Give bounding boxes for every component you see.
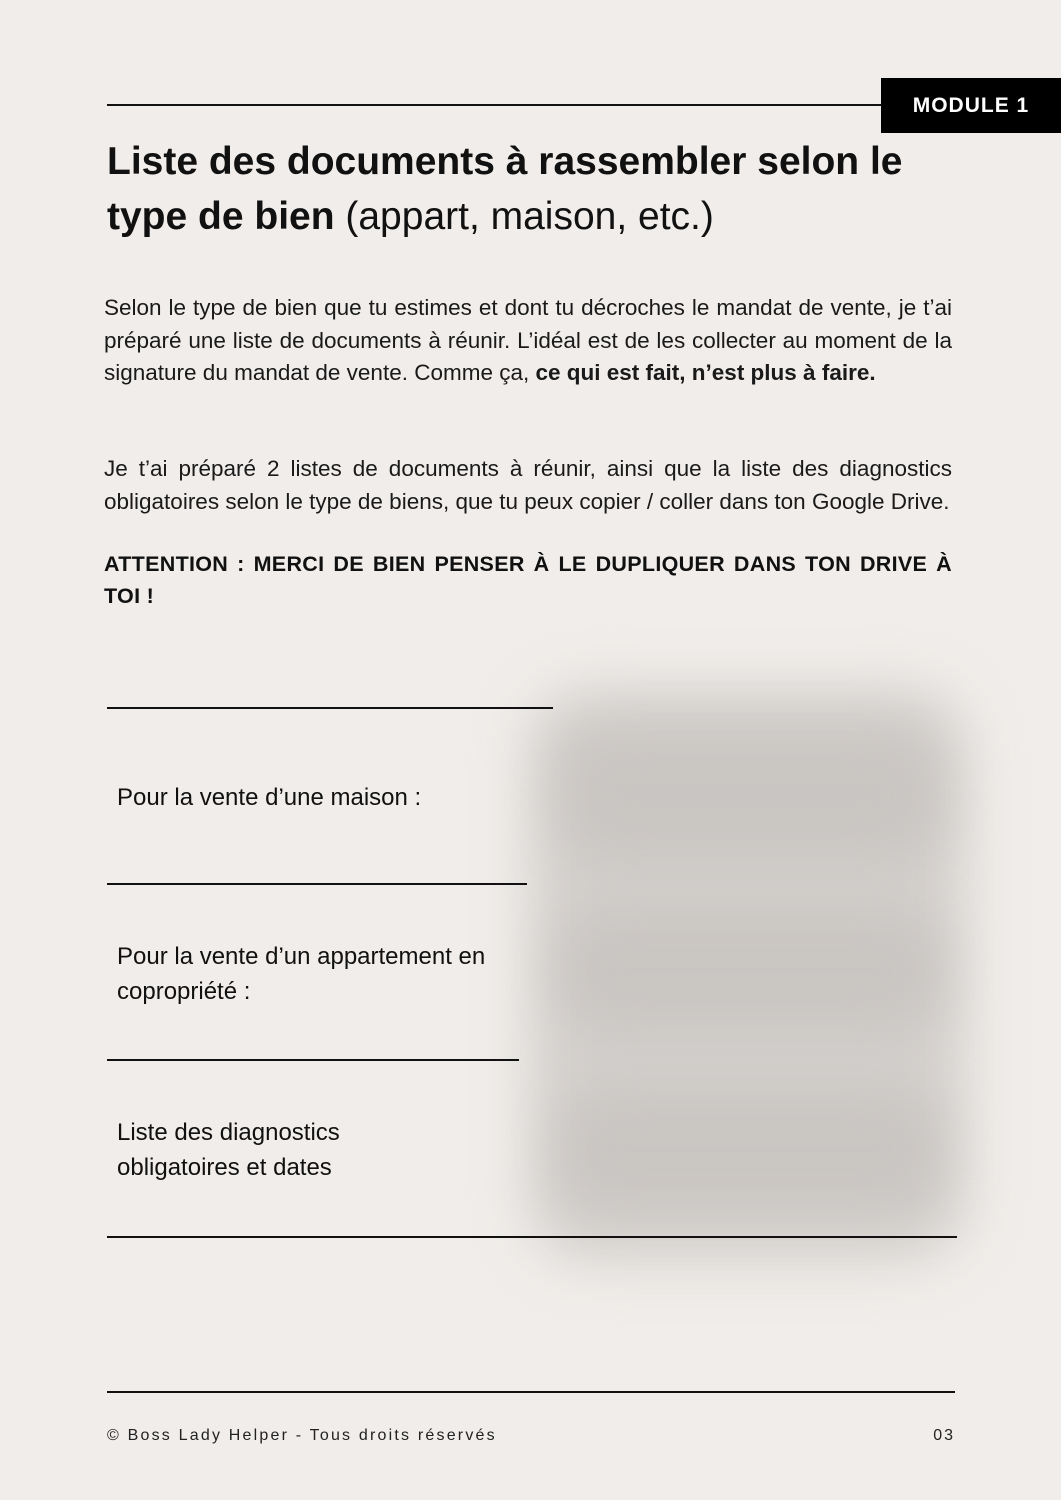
row-label-appartement: Pour la vente d’un appartement en copropriété : bbox=[117, 943, 486, 1005]
row-divider bbox=[107, 1236, 957, 1238]
row-label-maison: Pour la vente d’une maison : bbox=[117, 784, 422, 811]
module-badge: MODULE 1 bbox=[881, 78, 1061, 133]
footer-copyright: © Boss Lady Helper - Tous droits réservés bbox=[107, 1427, 497, 1444]
intro-bold: ce qui est fait, n’est plus à faire. bbox=[535, 360, 876, 385]
row-divider bbox=[107, 883, 527, 885]
page-title bbox=[107, 134, 967, 244]
top-divider bbox=[107, 104, 882, 106]
lists-paragraph: Je t’ai préparé 2 listes de documents à réunir, ainsi que la liste des diagnostics obligatoires selon le type de biens, que tu peux copier / coller dans ton Google Drive. bbox=[104, 456, 952, 514]
blurred-content-1 bbox=[560, 730, 940, 860]
row-divider bbox=[107, 1059, 519, 1061]
page-number: 03 bbox=[933, 1427, 955, 1444]
intro-paragraph bbox=[104, 292, 952, 390]
footer-divider bbox=[107, 1391, 955, 1393]
row-label-diagnostics: Liste des diagnostics obligatoires et dates bbox=[117, 1119, 340, 1181]
title-strong: Liste des documents à rassembler selon le type de bien bbox=[107, 140, 903, 238]
row-divider bbox=[107, 707, 553, 709]
intro-text: Selon le type de bien que tu estimes et dont tu décroches le mandat de vente, je t’ai préparé une liste de documents à réunir. L’idéal est de les collecter au moment de la signature du mandat de vente. Comme ça, bbox=[104, 295, 952, 385]
title-light: (appart, maison, etc.) bbox=[334, 195, 714, 238]
attention-note: ATTENTION : MERCI DE BIEN PENSER À LE DUPLIQUER DANS TON DRIVE À TOI ! bbox=[104, 552, 952, 608]
blurred-content-3 bbox=[560, 1090, 940, 1210]
blurred-content-2 bbox=[560, 910, 940, 1030]
